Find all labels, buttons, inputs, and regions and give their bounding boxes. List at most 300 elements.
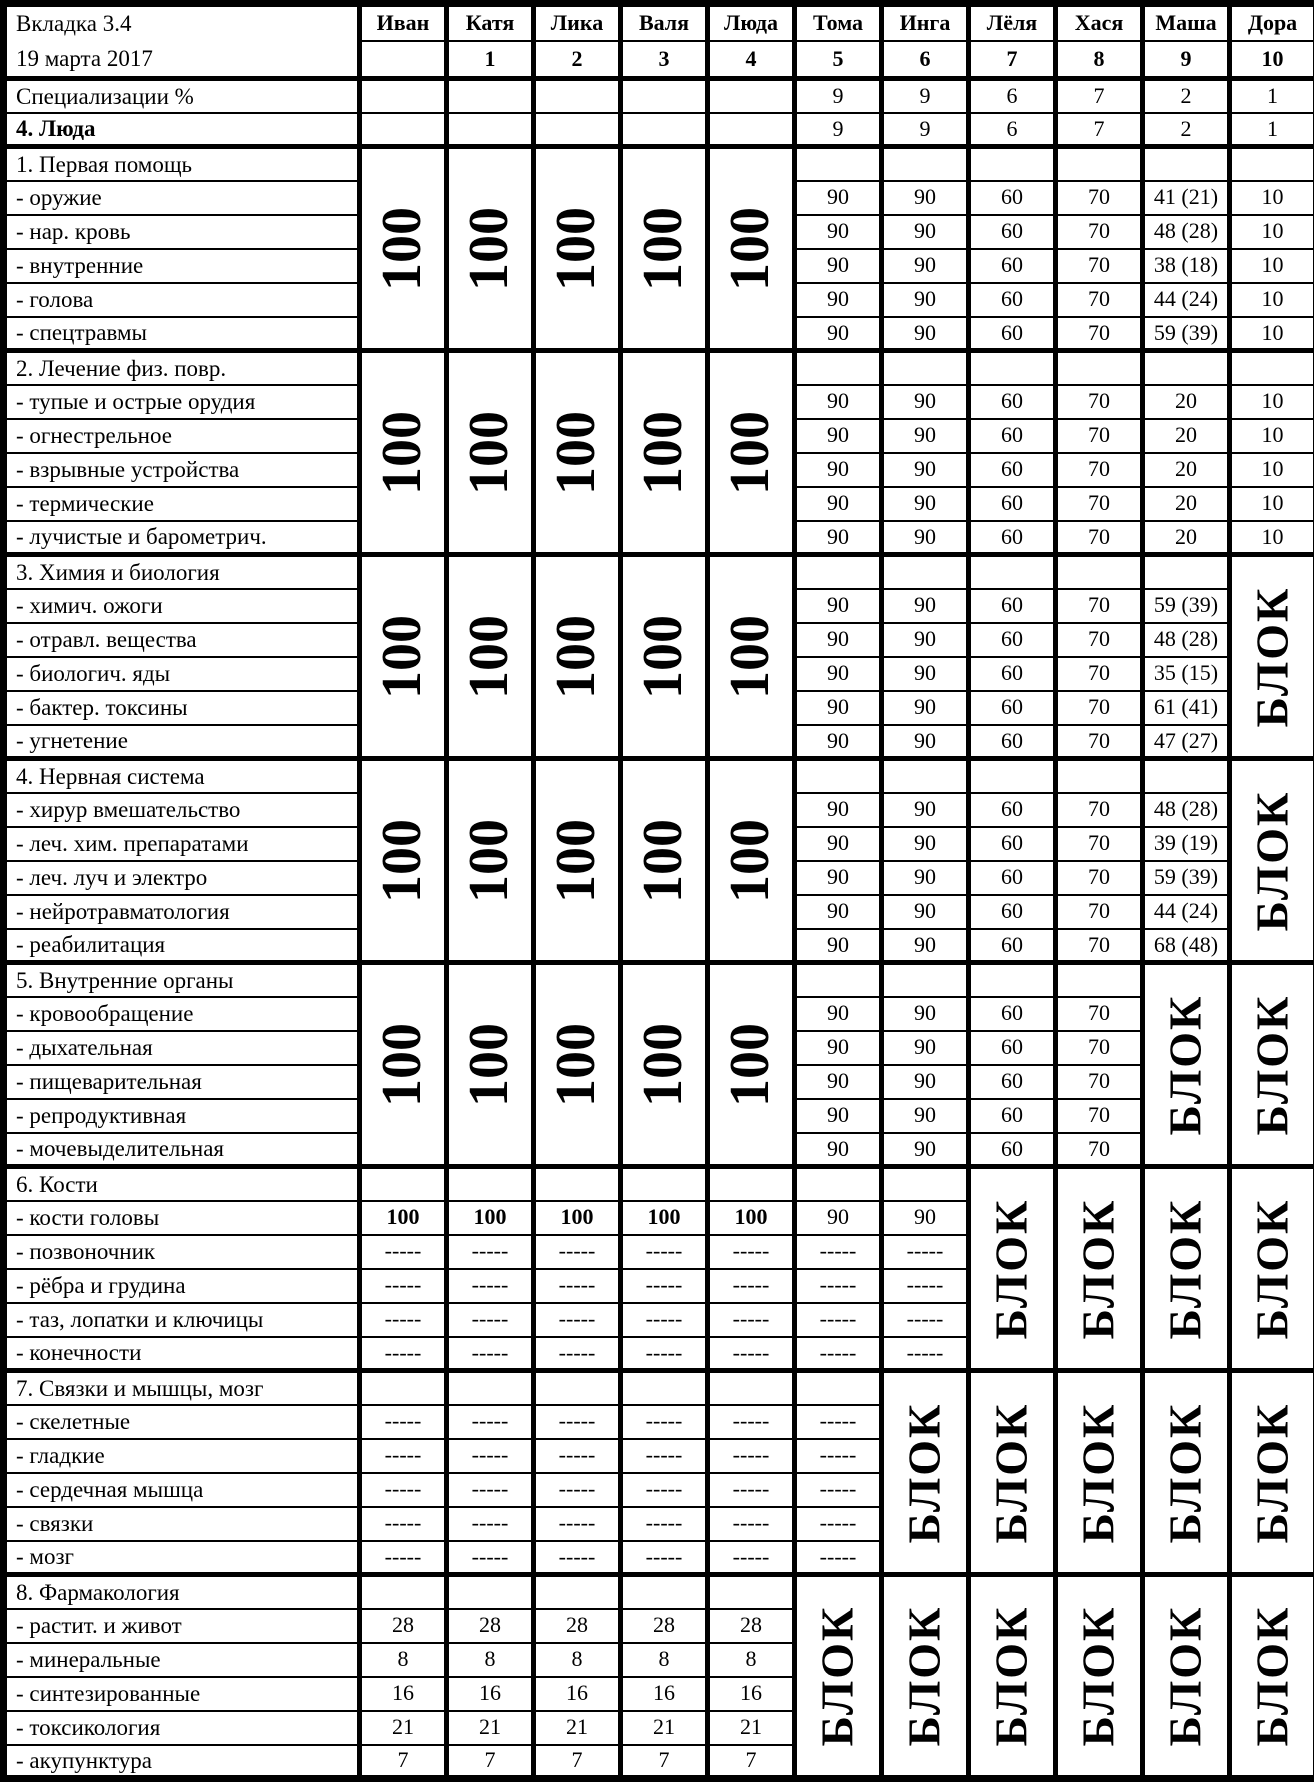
cell: 90 [882,521,969,555]
cell: 60 [969,419,1056,453]
cell [447,79,534,113]
merged-100-cell [534,963,621,1167]
cell: ----- [447,1337,534,1371]
rotated-cell-text: БЛОК [1247,1402,1298,1543]
cell: 70 [1056,249,1143,283]
cell [534,1371,621,1405]
cell: 90 [882,895,969,929]
cell: 70 [1056,997,1143,1031]
row-label: - лучистые и барометрич. [4,521,360,555]
cell: 90 [795,691,882,725]
cell: 28 [447,1609,534,1643]
cell: ----- [447,1473,534,1507]
cell [969,555,1056,589]
cell: 7 [1056,79,1143,113]
person-row-label: 4. Люда [4,113,360,147]
cell: 90 [795,181,882,215]
cell: 60 [969,249,1056,283]
merged-100-cell [360,147,447,351]
cell [360,113,447,147]
section-title: 5. Внутренние органы [4,963,360,997]
row-label: - растит. и живот [4,1609,360,1643]
sheet-title-cell [4,4,360,79]
merged-100-cell [534,147,621,351]
cell: 70 [1056,487,1143,521]
cell: ----- [708,1235,795,1269]
cell: 70 [1056,181,1143,215]
rotated-cell-text: БЛОК [987,1402,1038,1543]
row-label: - бактер. токсины [4,691,360,725]
rotated-cell-text: БЛОК [900,1402,951,1543]
cell: 60 [969,861,1056,895]
cell [447,1575,534,1609]
rotated-cell-text: БЛОК [1161,994,1212,1135]
cell: 48 (28) [1143,793,1230,827]
rotated-cell-text: 100 [546,615,608,699]
rotated-cell-text: БЛОК [813,1606,864,1747]
merged-block-cell [1056,1575,1143,1779]
rotated-cell-text: 100 [633,207,695,291]
cell: ----- [534,1235,621,1269]
merged-100-cell [621,759,708,963]
cell: 70 [1056,1099,1143,1133]
cell: 90 [795,895,882,929]
cell [795,351,882,385]
cell: 90 [795,419,882,453]
merged-100-cell [360,963,447,1167]
cell: 90 [795,657,882,691]
cell: ----- [447,1303,534,1337]
col-header-number: 5 [795,41,882,79]
cell: 70 [1056,419,1143,453]
cell [708,1167,795,1201]
cell: 70 [1056,283,1143,317]
cell [882,759,969,793]
cell: 90 [795,1099,882,1133]
cell [447,113,534,147]
cell: 59 (39) [1143,589,1230,623]
cell [969,963,1056,997]
rotated-cell-text: 100 [633,411,695,495]
col-header-name: Инга [882,4,969,42]
cell: ----- [795,1439,882,1473]
cell: 90 [882,1099,969,1133]
rotated-cell-text: БЛОК [1247,586,1298,727]
cell: 2 [1143,79,1230,113]
row-label: - огнестрельное [4,419,360,453]
cell: 60 [969,1133,1056,1167]
cell: 90 [882,487,969,521]
cell: 70 [1056,1133,1143,1167]
cell: 90 [882,827,969,861]
cell: 90 [795,997,882,1031]
row-label: - внутренние [4,249,360,283]
cell: 90 [795,1133,882,1167]
row-label: - гладкие [4,1439,360,1473]
cell: ----- [447,1439,534,1473]
row-label: - леч. луч и электро [4,861,360,895]
merged-block-cell [882,1371,969,1575]
cell: 90 [795,827,882,861]
merged-100-cell [360,759,447,963]
cell: ----- [621,1235,708,1269]
col-header-name: Тома [795,4,882,42]
rotated-cell-text: БЛОК [1161,1606,1212,1747]
merged-block-cell [969,1167,1056,1371]
cell: ----- [621,1473,708,1507]
cell: ----- [360,1507,447,1541]
cell: ----- [795,1235,882,1269]
cell: 41 (21) [1143,181,1230,215]
merged-100-cell [621,351,708,555]
cell: 8 [534,1643,621,1677]
cell: 90 [795,623,882,657]
cell [360,1371,447,1405]
cell: 48 (28) [1143,623,1230,657]
cell: 60 [969,657,1056,691]
cell: 39 (19) [1143,827,1230,861]
cell: 6 [969,113,1056,147]
cell [360,1575,447,1609]
col-header-name: Лёля [969,4,1056,42]
cell: ----- [621,1507,708,1541]
cell: 60 [969,827,1056,861]
cell: 70 [1056,589,1143,623]
cell: 61 (41) [1143,691,1230,725]
cell: ----- [360,1303,447,1337]
merged-100-cell [534,351,621,555]
cell: 100 [360,1201,447,1235]
cell: 10 [1230,215,1314,249]
cell: 70 [1056,793,1143,827]
cell: 16 [360,1677,447,1711]
cell: ----- [360,1541,447,1575]
row-label: - пищеварительная [4,1065,360,1099]
merged-block-cell [795,1575,882,1779]
cell: 8 [447,1643,534,1677]
section-title: 6. Кости [4,1167,360,1201]
rotated-cell-text: 100 [720,207,782,291]
cell: 16 [534,1677,621,1711]
row-label: - леч. хим. препаратами [4,827,360,861]
col-header-name: Дора [1230,4,1314,42]
merged-100-cell [534,759,621,963]
merged-100-cell [621,963,708,1167]
cell: 60 [969,1065,1056,1099]
cell: 90 [882,317,969,351]
cell: ----- [795,1507,882,1541]
cell: ----- [621,1439,708,1473]
rotated-cell-text: БЛОК [1247,994,1298,1135]
cell: 90 [882,1031,969,1065]
cell: 60 [969,589,1056,623]
cell [969,759,1056,793]
row-label: - мозг [4,1541,360,1575]
cell [1143,147,1230,181]
cell: 60 [969,521,1056,555]
row-label: - нейротравматология [4,895,360,929]
cell [708,79,795,113]
cell: ----- [708,1439,795,1473]
cell [795,963,882,997]
col-header-number: 2 [534,41,621,79]
row-label: - отравл. вещества [4,623,360,657]
cell [795,759,882,793]
cell: 47 (27) [1143,725,1230,759]
col-header-name: Иван [360,4,447,42]
cell: 28 [621,1609,708,1643]
cell [795,555,882,589]
merged-block-cell [969,1575,1056,1779]
cell [360,79,447,113]
cell: 60 [969,997,1056,1031]
rotated-cell-text: БЛОК [987,1198,1038,1339]
cell: ----- [708,1405,795,1439]
col-header-number: 3 [621,41,708,79]
cell: ----- [447,1541,534,1575]
rotated-cell-text: БЛОК [1161,1402,1212,1543]
cell: 60 [969,317,1056,351]
cell: 90 [795,861,882,895]
merged-block-cell [882,1575,969,1779]
cell: 10 [1230,317,1314,351]
cell: 28 [360,1609,447,1643]
cell: ----- [882,1303,969,1337]
merged-100-cell [708,759,795,963]
cell: 6 [969,79,1056,113]
cell: ----- [360,1439,447,1473]
cell: 90 [795,725,882,759]
cell: 48 (28) [1143,215,1230,249]
rotated-cell-text: 100 [546,1023,608,1107]
cell: 100 [534,1201,621,1235]
cell: 90 [795,453,882,487]
section-title: 3. Химия и биология [4,555,360,589]
cell: 90 [882,793,969,827]
cell: 7 [447,1745,534,1779]
merged-block-cell [1230,1167,1314,1371]
cell: 60 [969,283,1056,317]
rotated-cell-text: 100 [459,411,521,495]
cell: 20 [1143,453,1230,487]
cell: 90 [795,589,882,623]
row-label: - голова [4,283,360,317]
merged-block-cell [969,1371,1056,1575]
cell [795,147,882,181]
row-label: - кровообращение [4,997,360,1031]
cell: 90 [882,283,969,317]
cell: 90 [795,317,882,351]
merged-block-cell [1143,1167,1230,1371]
cell: ----- [360,1337,447,1371]
cell: ----- [360,1405,447,1439]
cell [882,555,969,589]
cell: ----- [882,1235,969,1269]
cell: 90 [882,181,969,215]
cell [621,1371,708,1405]
cell: 8 [708,1643,795,1677]
sheet-title: Вкладка 3.4 [16,7,357,42]
row-label: - репродуктивная [4,1099,360,1133]
merged-block-cell [1143,1575,1230,1779]
section-title: 4. Нервная система [4,759,360,793]
cell [621,113,708,147]
cell: 60 [969,725,1056,759]
cell: 60 [969,623,1056,657]
cell: ----- [360,1269,447,1303]
rotated-cell-text: БЛОК [1247,1198,1298,1339]
cell [1230,351,1314,385]
rotated-cell-text: БЛОК [1074,1402,1125,1543]
rotated-cell-text: 100 [459,1023,521,1107]
cell: 90 [882,861,969,895]
cell: 70 [1056,725,1143,759]
cell: ----- [447,1235,534,1269]
row-label: - синтезированные [4,1677,360,1711]
cell [621,79,708,113]
rotated-cell-text: БЛОК [1161,1198,1212,1339]
cell: 60 [969,895,1056,929]
cell: 28 [708,1609,795,1643]
cell: ----- [534,1269,621,1303]
row-label: - спецтравмы [4,317,360,351]
cell: 10 [1230,283,1314,317]
col-header-number: 6 [882,41,969,79]
cell: 35 (15) [1143,657,1230,691]
cell: ----- [360,1473,447,1507]
cell: 70 [1056,1031,1143,1065]
cell: 90 [882,929,969,963]
cell: 100 [708,1201,795,1235]
cell: ----- [534,1541,621,1575]
merged-100-cell [708,351,795,555]
col-header-number: 9 [1143,41,1230,79]
rotated-cell-text: 100 [633,1023,695,1107]
merged-block-cell [1056,1371,1143,1575]
rotated-cell-text: 100 [372,411,434,495]
cell [534,1167,621,1201]
col-header-number: 1 [447,41,534,79]
row-label: - оружие [4,181,360,215]
cell [534,113,621,147]
row-label: - токсикология [4,1711,360,1745]
cell: 90 [795,1201,882,1235]
section-title: 2. Лечение физ. повр. [4,351,360,385]
merged-100-cell [447,555,534,759]
cell [1143,555,1230,589]
merged-block-cell [1143,963,1230,1167]
rotated-cell-text: 100 [546,411,608,495]
cell: 90 [882,725,969,759]
cell [447,1371,534,1405]
cell: 16 [621,1677,708,1711]
row-label: - минеральные [4,1643,360,1677]
cell: ----- [447,1507,534,1541]
row-label: - скелетные [4,1405,360,1439]
row-label: - термические [4,487,360,521]
cell: 70 [1056,895,1143,929]
cell: 9 [882,113,969,147]
rotated-cell-text: 100 [720,1023,782,1107]
merged-100-cell [534,555,621,759]
row-label: - тупые и острые орудия [4,385,360,419]
rotated-cell-text: БЛОК [1074,1606,1125,1747]
cell: 90 [795,283,882,317]
cell: 90 [882,1133,969,1167]
rotated-cell-text: БЛОК [1247,790,1298,931]
cell: 70 [1056,453,1143,487]
cell [708,1575,795,1609]
cell: 9 [882,79,969,113]
cell: 90 [882,419,969,453]
cell: 10 [1230,453,1314,487]
section-title: 1. Первая помощь [4,147,360,181]
rotated-cell-text: БЛОК [987,1606,1038,1747]
cell: ----- [708,1269,795,1303]
merged-block-cell [1230,759,1314,963]
cell: 90 [882,997,969,1031]
row-label: - конечности [4,1337,360,1371]
cell: 90 [882,249,969,283]
cell: 70 [1056,215,1143,249]
rotated-cell-text: 100 [546,207,608,291]
cell: 60 [969,487,1056,521]
cell: 90 [882,1201,969,1235]
cell: 90 [795,1065,882,1099]
cell: 38 (18) [1143,249,1230,283]
cell [1056,147,1143,181]
row-label: - связки [4,1507,360,1541]
cell: ----- [534,1507,621,1541]
cell: ----- [708,1507,795,1541]
col-header-name: Валя [621,4,708,42]
cell: ----- [621,1303,708,1337]
cell: 44 (24) [1143,283,1230,317]
rotated-cell-text: БЛОК [1247,1606,1298,1747]
cell: 1 [1230,79,1314,113]
cell: ----- [708,1337,795,1371]
cell [1056,759,1143,793]
merged-block-cell [1143,1371,1230,1575]
cell: 10 [1230,487,1314,521]
rotated-cell-text: 100 [459,207,521,291]
col-header-name: Катя [447,4,534,42]
cell: 70 [1056,521,1143,555]
row-label: - рёбра и грудина [4,1269,360,1303]
cell [534,79,621,113]
row-label: - взрывные устройства [4,453,360,487]
cell: 8 [360,1643,447,1677]
merged-100-cell [360,351,447,555]
row-label: - реабилитация [4,929,360,963]
rotated-cell-text: 100 [720,819,782,903]
cell: 90 [882,589,969,623]
cell: 90 [795,929,882,963]
cell: 7 [708,1745,795,1779]
cell: 2 [1143,113,1230,147]
cell [708,1371,795,1405]
cell: 90 [882,215,969,249]
cell: ----- [447,1405,534,1439]
col-header-name: Люда [708,4,795,42]
cell: 59 (39) [1143,861,1230,895]
rotated-cell-text: 100 [459,819,521,903]
cell: 60 [969,691,1056,725]
cell: 9 [795,79,882,113]
cell: 21 [621,1711,708,1745]
col-header-name: Хася [1056,4,1143,42]
cell: ----- [534,1473,621,1507]
